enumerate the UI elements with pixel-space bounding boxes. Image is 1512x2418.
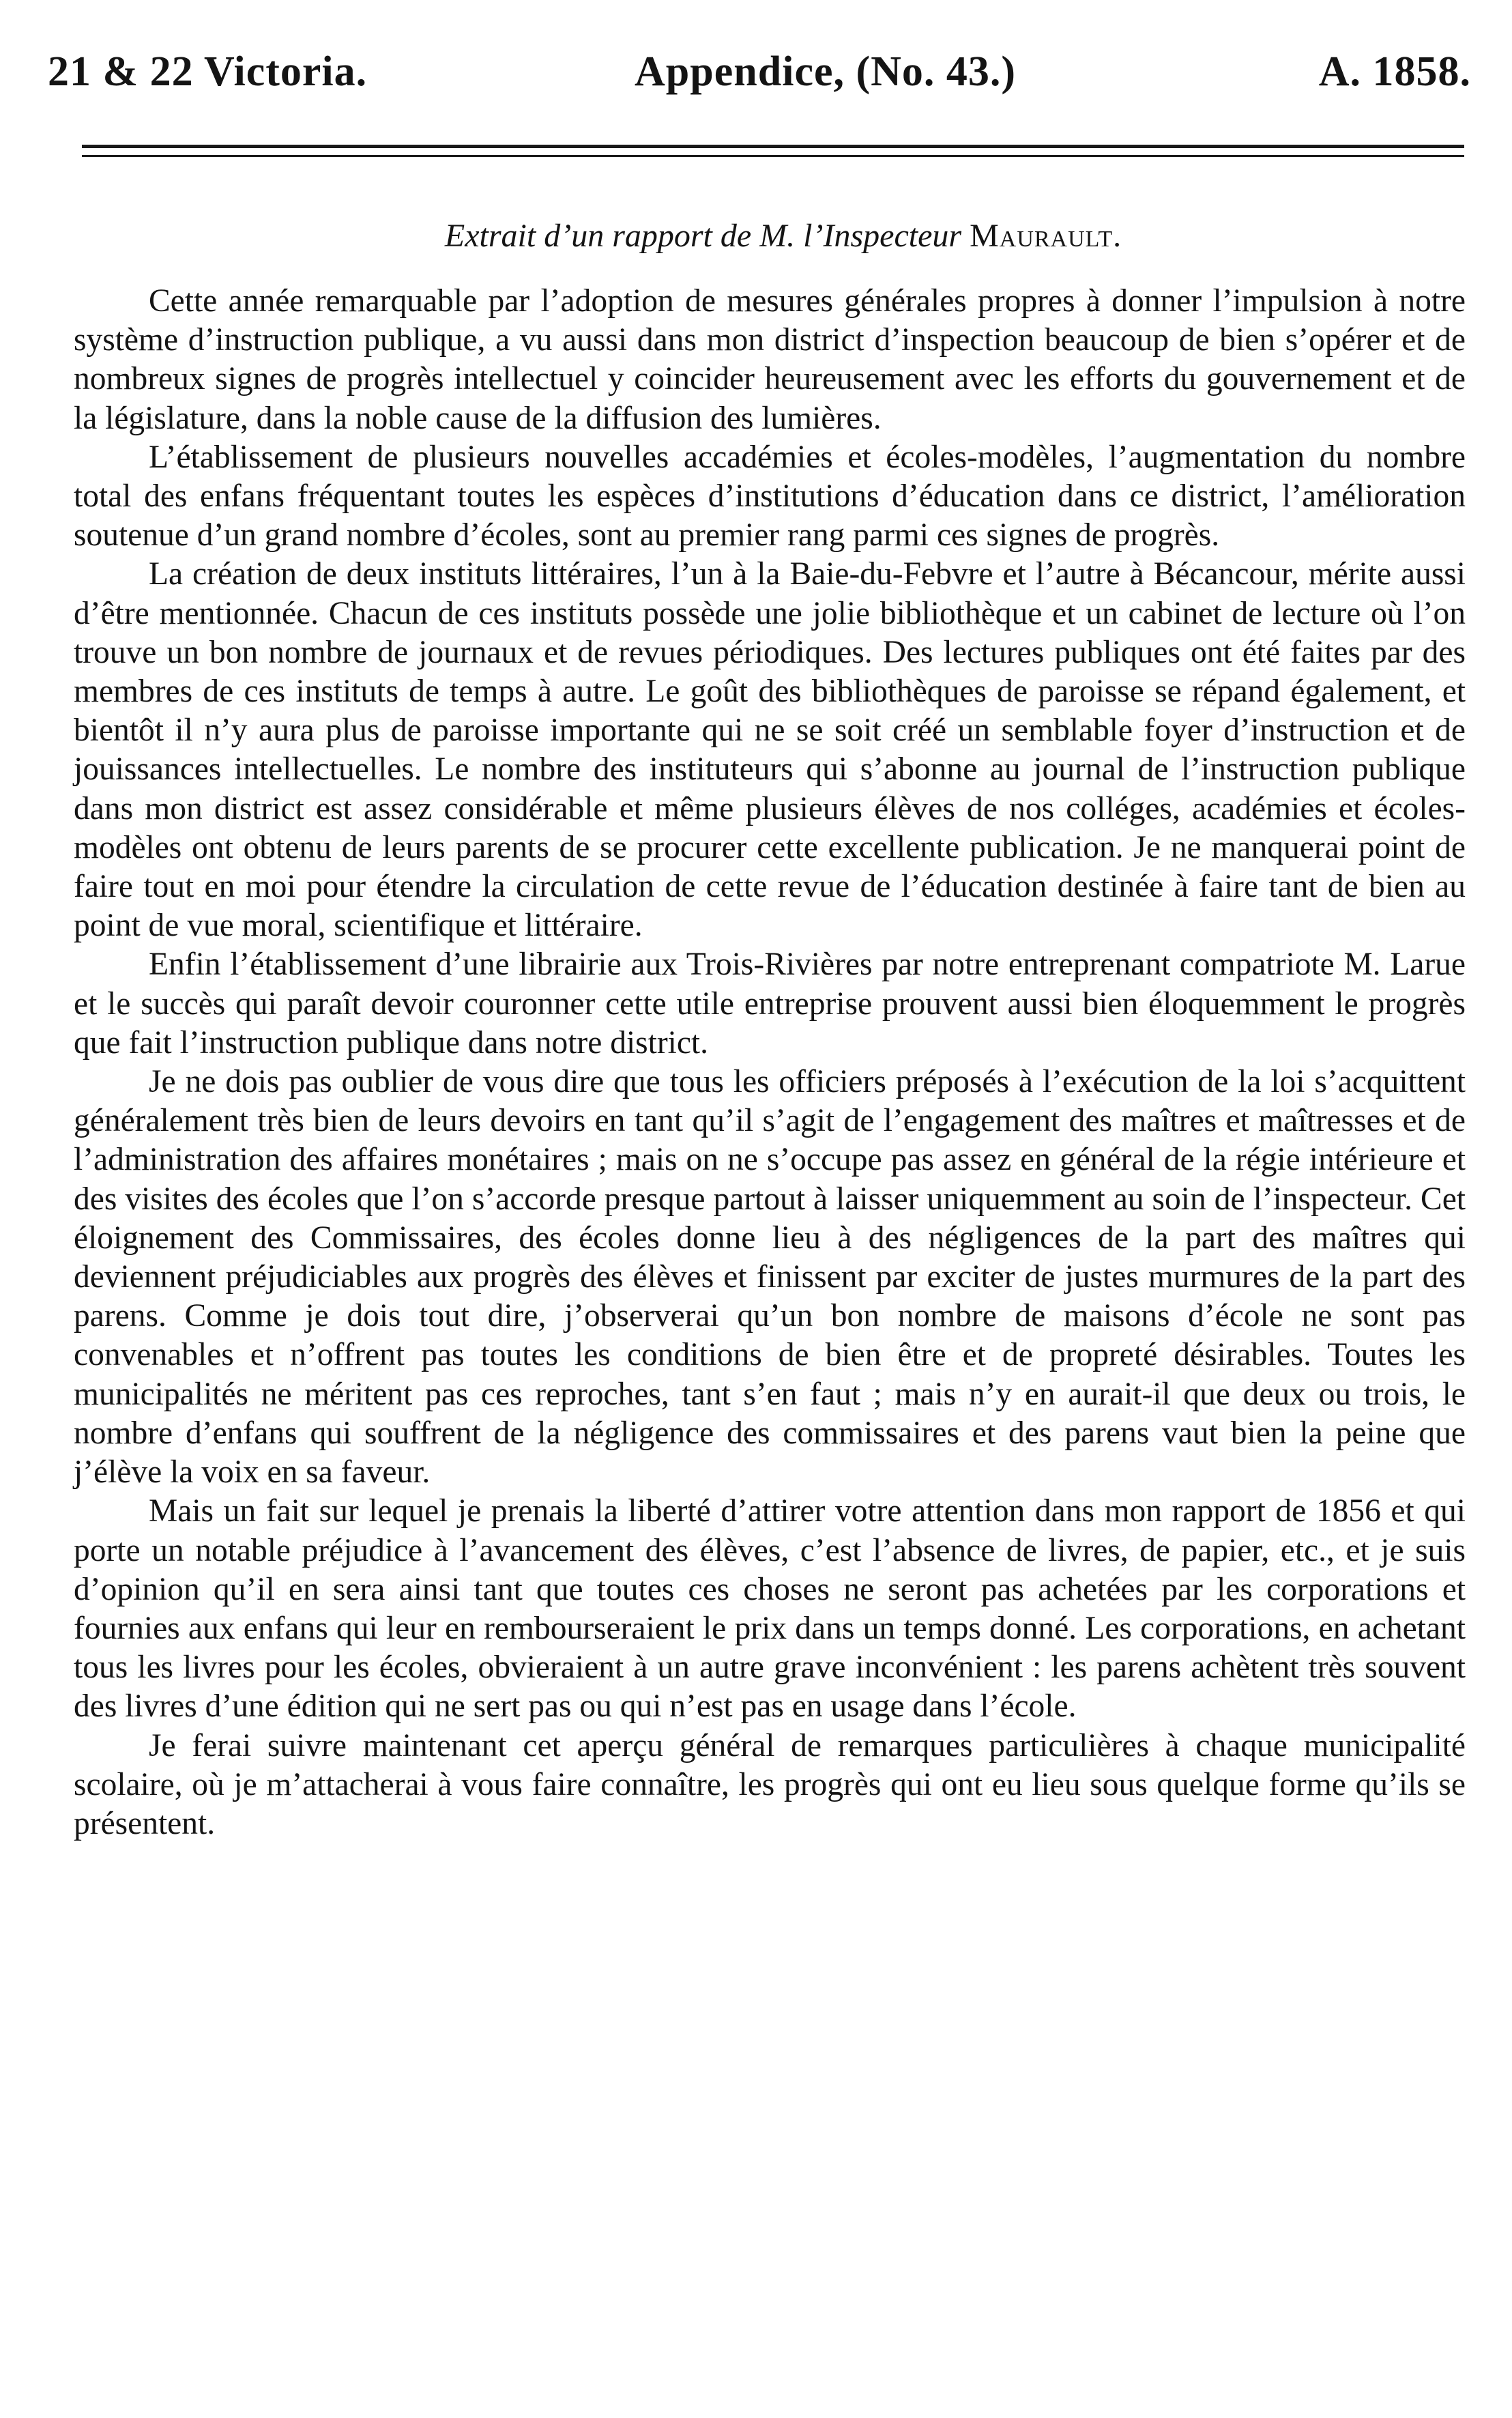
inspector-name: Maurault. — [970, 218, 1122, 254]
report-extract — [74, 217, 1466, 1843]
paragraph-3: La création de deux instituts littéraires, l’un à la Baie-du-Febvre et l’autre à Bécancour, mérite aussi d’être mentionnée. Chacun de ces instituts possède une jolie bibliothèque et un cabinet de lecture où l’on trouve un bon nombre de journaux et de revues périodiques. Des lectures publiques ont été faites par des membres de ces instituts de temps à autre. Le goût des bibliothèques de paroisse se répand également, et bientôt il n’y aura plus de paroisse importante qui ne se soit créé un semblable foyer d’instruction et de jouissances intellectuelles. Le nombre des instituteurs qui s’abonne au journal de l’instruction publique dans mon district est assez considérable et même plusieurs élèves de nos colléges, académies et écoles-modèles ont obtenu de leurs parents de se procurer cette excellente publication. Je ne manquerai point de faire tout en moi pour étendre la circulation de cette revue de l’éducation destinée à faire tant de bien au point de vue moral, scientifique et littéraire. — [74, 556, 1466, 944]
paragraph-2: L’établissement de plusieurs nouvelles accadémies et écoles-modèles, l’augmentation du nombre total des enfans fréquentant toutes les espèces d’institutions d’éducation dans ce district, l’amélioration soutenue d’un grand nombre d’écoles, sont au premier rang parmi ces signes de progrès. — [74, 439, 1466, 553]
paragraph-4: Enfin l’établissement d’une librairie aux Trois-Rivières par notre entreprenant compatriote M. Larue et le succès qui paraît devoir couronner cette utile entreprise prouvent aussi bien éloquemment le progrès que fait l’instruction publique dans notre district. — [74, 947, 1466, 1061]
header-rule-top — [82, 145, 1464, 148]
header-double-rule — [82, 145, 1464, 164]
running-header — [48, 41, 1471, 123]
header-appendix-number: Appendice, (No. 43.) — [635, 48, 1017, 95]
paragraph-7: Je ferai suivre maintenant cet aperçu général de remarques particulières à chaque municipalité scolaire, où je m’attacherai à vous faire connaître, les progrès qui ont eu lieu sous quelque forme qu’ils se présentent. — [74, 1727, 1466, 1841]
paragraph-1: Cette année remarquable par l’adoption de mesures générales propres à donner l’impulsion à notre système d’instruction publique, a vu aussi dans mon district d’inspection beaucoup de bien s’opérer et de nombreux signes de progrès intellectuel y coincider heureusement avec les efforts du gouvernement et de la législature, dans la noble cause de la diffusion des lumières. — [74, 283, 1466, 436]
header-year: A. 1858. — [1318, 48, 1471, 95]
article-title-text: Extrait d’un rapport de M. l’Inspecteur — [444, 218, 962, 254]
header-session: 21 & 22 Victoria. — [48, 48, 368, 95]
article-title — [74, 217, 1466, 255]
header-rule-bottom — [82, 155, 1464, 157]
paragraph-5: Je ne dois pas oublier de vous dire que tous les officiers préposés à l’exécution de la loi s’acquittent généralement très bien de leurs devoirs en tant qu’il s’agit de l’engagement des maîtres et maîtresses et de l’administration des affaires monétaires ; mais on ne s’occupe pas assez en général de la régie intérieure et des visites des écoles que l’on s’accorde presque partout à laisser uniquemment au soin de l’inspecteur. Cet éloignement des Commissaires, des écoles donne lieu à des négligences de la part des maîtres qui deviennent préjudiciables aux progrès des élèves et finissent par exciter de justes murmures de la part des parens. Comme je dois tout dire, j’observerai qu’un bon nombre de maisons d’école ne sont pas convenables et n’offrent pas toutes les conditions de bien être et de propreté désirables. Toutes les municipalités ne méritent pas ces reproches, tant s’en faut ; mais n’y en aurait-il que deux ou trois, le nombre d’enfans qui souffrent de la négligence des commissaires et des parens vaut bien la peine que j’élève la voix en sa faveur. — [74, 1064, 1466, 1491]
paragraph-6: Mais un fait sur lequel je prenais la liberté d’attirer votre attention dans mon rapport de 1856 et qui porte un notable préjudice à l’avancement des élèves, c’est l’absence de livres, de papier, etc., et je suis d’opinion qu’il en sera ainsi tant que toutes ces choses ne seront pas achetées par les corporations et fournies aux enfans qui leur en rembourseraient le prix dans un temps donné. Les corporations, en achetant tous les livres pour les écoles, obvieraient à un autre grave inconvénient : les parens achètent très souvent des livres d’une édition qui ne sert pas ou qui n’est pas en usage dans l’école. — [74, 1493, 1466, 1725]
